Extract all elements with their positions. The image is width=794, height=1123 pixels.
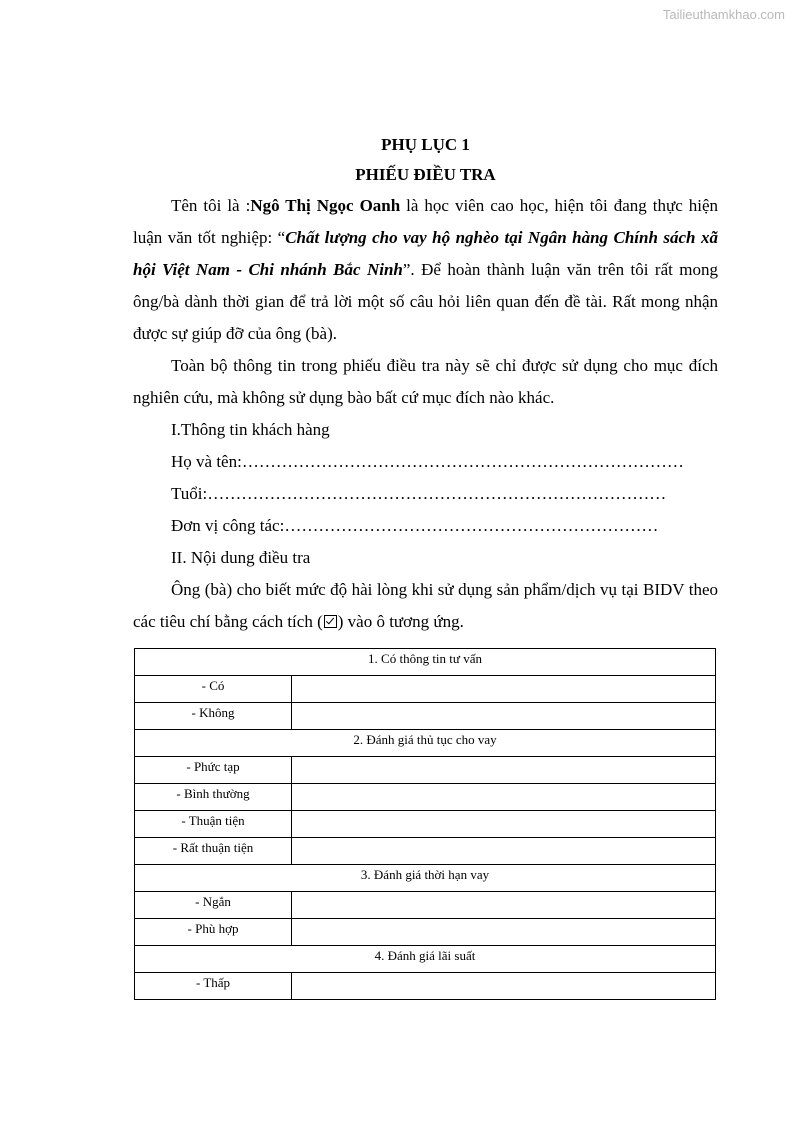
q1-option-checkbox-cell[interactable] — [292, 703, 716, 730]
intro-suffix: ”. Để hoàn thành luận văn trên tôi rất mong ông/bà dành thời gian để trả lời một số câu hỏi liên quan đến đề tài. Rất mong nhận được sự giúp đỡ của ông (bà). — [133, 260, 718, 343]
q2-option-label: - Phức tạp — [135, 757, 292, 784]
table-row — [135, 811, 716, 838]
instruction-paragraph — [133, 574, 718, 638]
table-row — [135, 919, 716, 946]
workplace-label: Đơn vị công tác: — [171, 516, 285, 535]
confidentiality-paragraph: Toàn bộ thông tin trong phiếu điều tra này sẽ chỉ được sử dụng cho mục đích nghiên cứu, mà không sử dụng bào bất cứ mục đích nào khác. — [133, 356, 718, 407]
q3-option-label: - Ngắn — [135, 892, 292, 919]
table-row — [135, 649, 716, 676]
q4-option-checkbox-cell[interactable] — [292, 973, 716, 1000]
name-field[interactable] — [133, 446, 718, 478]
workplace-field[interactable] — [133, 510, 718, 542]
q2-option-checkbox-cell[interactable] — [292, 838, 716, 865]
q1-option-label: - Có — [135, 676, 292, 703]
table-row — [135, 973, 716, 1000]
intro-paragraph — [133, 190, 718, 350]
q4-title: 4. Đánh giá lãi suất — [135, 946, 716, 973]
table-row — [135, 784, 716, 811]
author-name: Ngô Thị Ngọc Oanh — [250, 196, 401, 215]
table-row — [135, 703, 716, 730]
name-dots: …………………………………………………………………… — [241, 452, 684, 471]
q1-option-checkbox-cell[interactable] — [292, 676, 716, 703]
q3-option-checkbox-cell[interactable] — [292, 892, 716, 919]
q2-title: 2. Đánh giá thủ tục cho vay — [135, 730, 716, 757]
q3-option-checkbox-cell[interactable] — [292, 919, 716, 946]
instruction-before: Ông (bà) cho biết mức độ hài lòng khi sử dụng sản phẩm/dịch vụ tại BIDV theo các tiêu chí bằng cách tích ( — [133, 580, 718, 631]
age-dots: ……………………………………………………………………… — [207, 484, 667, 503]
survey-table — [134, 648, 716, 1000]
section1-title: I.Thông tin khách hàng — [171, 420, 330, 439]
table-row — [135, 676, 716, 703]
q2-option-checkbox-cell[interactable] — [292, 784, 716, 811]
q2-option-checkbox-cell[interactable] — [292, 757, 716, 784]
intro-prefix: Tên tôi là : — [171, 196, 251, 215]
q3-title: 3. Đánh giá thời hạn vay — [135, 865, 716, 892]
document-page — [133, 130, 718, 638]
workplace-dots: ………………………………………………………… — [284, 516, 659, 535]
age-field[interactable] — [133, 478, 718, 510]
section2-title: II. Nội dung điều tra — [171, 548, 311, 567]
table-row — [135, 946, 716, 973]
checkbox-checked-icon — [324, 615, 337, 628]
thesis-title: Chất lượng cho vay hộ nghèo tại Ngân hàng Chính sách xã hội Việt Nam - Chi nhánh Bắc Ninh — [133, 228, 718, 279]
q2-option-label: - Bình thường — [135, 784, 292, 811]
q2-option-checkbox-cell[interactable] — [292, 811, 716, 838]
intro-mid: là học viên cao học, hiện tôi đang thực hiện luận văn tốt nghiệp: “ — [133, 196, 718, 247]
q3-option-label: - Phù hợp — [135, 919, 292, 946]
watermark: Tailieuthamkhao.com — [662, 7, 785, 22]
table-row — [135, 865, 716, 892]
q1-title: 1. Có thông tin tư vấn — [135, 649, 716, 676]
instruction-after: ) vào ô tương ứng. — [337, 612, 464, 631]
q1-option-label: - Không — [135, 703, 292, 730]
table-row — [135, 838, 716, 865]
q2-option-label: - Rất thuận tiện — [135, 838, 292, 865]
q4-option-label: - Thấp — [135, 973, 292, 1000]
name-label: Họ và tên: — [171, 452, 242, 471]
table-row — [135, 730, 716, 757]
table-row — [135, 892, 716, 919]
age-label: Tuổi: — [171, 484, 208, 503]
appendix-title: PHỤ LỤC 1 — [381, 135, 470, 154]
q2-option-label: - Thuận tiện — [135, 811, 292, 838]
table-row — [135, 757, 716, 784]
form-title: PHIẾU ĐIỀU TRA — [355, 165, 496, 184]
